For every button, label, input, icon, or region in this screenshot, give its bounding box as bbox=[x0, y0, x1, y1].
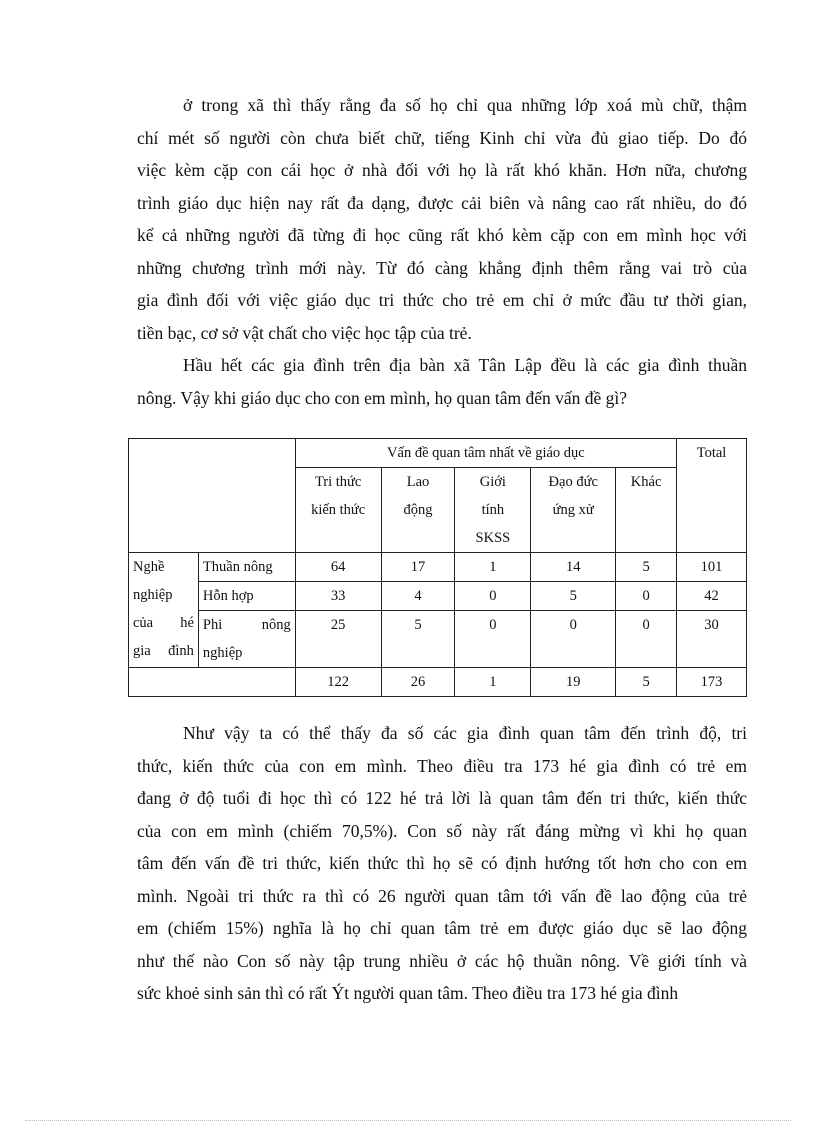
text-line: Hầu hết các gia đình trên địa bàn xã Tân Lập đều là các gia đình thuần bbox=[183, 355, 747, 375]
text-line: kể cả những người đã từng đi học cũng rất khó kèm cặp con em mình học với bbox=[137, 225, 747, 245]
text-line: trình giáo dục hiện nay rất đa dạng, được cải biên và nâng cao rất nhiều, do đó bbox=[137, 192, 747, 213]
table-cell: 4 bbox=[381, 582, 455, 611]
total-header-cell: Total bbox=[677, 439, 747, 553]
column-header-tri-thuc: Tri thức kiến thức bbox=[295, 468, 381, 553]
table-cell: 25 bbox=[295, 611, 381, 668]
table-cell: 5 bbox=[616, 668, 677, 697]
column-header-lao-dong: Lao động bbox=[381, 468, 455, 553]
column-header-khac: Khác bbox=[616, 468, 677, 553]
text-line: việc kèm cặp con cái học ở nhà đối với họ là rất khó khăn. Hơn nữa, chương bbox=[137, 160, 747, 180]
table-cell: 5 bbox=[531, 582, 616, 611]
table-cell: 0 bbox=[616, 611, 677, 668]
table-cell: 0 bbox=[455, 611, 531, 668]
table-cell: 26 bbox=[381, 668, 455, 697]
text-line: những chương trình mới này. Từ đó càng khẳng định thêm rằng vai trò của bbox=[137, 257, 747, 278]
row-label: Phi nông nghiệp bbox=[198, 611, 295, 668]
table-row bbox=[129, 611, 747, 668]
text-line: sức khoẻ sinh sản thì có rất Ýt người quan tâm. Theo điều tra 173 hé gia đình bbox=[137, 983, 679, 1003]
table-cell: 0 bbox=[616, 582, 677, 611]
table-totals-row bbox=[129, 668, 747, 697]
group-header-cell: Vấn đề quan tâm nhất về giáo dục bbox=[295, 439, 676, 468]
page-bottom-divider bbox=[25, 1120, 791, 1121]
text-line: như thế nào Con số này tập trung nhiều ở các hộ thuần nông. Về giới tính và bbox=[137, 950, 747, 971]
paragraph-3 bbox=[137, 717, 747, 1010]
column-header-gioi-tinh: Giới tính SKSS bbox=[455, 468, 531, 553]
table-cell: 5 bbox=[616, 553, 677, 582]
table-cell: 64 bbox=[295, 553, 381, 582]
table-cell: 1 bbox=[455, 553, 531, 582]
text-line: em (chiếm 15%) nghĩa là họ chỉ quan tâm trẻ em được giáo dục sẽ lao động bbox=[137, 918, 747, 938]
table-cell: 14 bbox=[531, 553, 616, 582]
table-cell: 19 bbox=[531, 668, 616, 697]
text-line: thức, kiến thức của con em mình. Theo điều tra 173 hé gia đình có trẻ em bbox=[137, 755, 747, 776]
table-row bbox=[129, 553, 747, 582]
text-line: gia đình đối với việc giáo dục tri thức cho trẻ em chỉ ở mức đầu tư thời gian, bbox=[137, 290, 747, 310]
table-cell: 101 bbox=[677, 553, 747, 582]
table-cell: 0 bbox=[455, 582, 531, 611]
table-cell: 33 bbox=[295, 582, 381, 611]
text-line: đang ở độ tuổi đi học thì có 122 hé trả lời là quan tâm đến tri thức, kiến thức bbox=[137, 788, 747, 808]
text-line: chí mét số người còn chưa biết chữ, tiếng Kinh chỉ vừa đủ giao tiếp. Do đó bbox=[137, 127, 747, 148]
table-cell: 17 bbox=[381, 553, 455, 582]
table-cell: 173 bbox=[677, 668, 747, 697]
text-line: tâm đến vấn đề tri thức, kiến thức thì họ sẽ có định hướng tốt hơn cho con em bbox=[137, 853, 747, 873]
column-header-dao-duc: Đạo đức ứng xử bbox=[531, 468, 616, 553]
paragraph-1 bbox=[137, 89, 747, 349]
table-cell: 0 bbox=[531, 611, 616, 668]
text-line: tiền bạc, cơ sở vật chất cho việc học tập của trẻ. bbox=[137, 322, 472, 343]
table-row bbox=[129, 582, 747, 611]
text-line: ở trong xã thì thấy rằng đa số họ chỉ qua những lớp xoá mù chữ, thậm bbox=[183, 95, 747, 115]
paragraph-2 bbox=[137, 349, 747, 414]
text-line: của con em mình (chiếm 70,5%). Con số này rất đáng mừng vì khi họ quan bbox=[137, 820, 747, 841]
totals-label-cell bbox=[129, 668, 296, 697]
table-header-row bbox=[129, 439, 747, 468]
row-label: Hỗn hợp bbox=[198, 582, 295, 611]
survey-table bbox=[128, 438, 747, 697]
table-cell: 122 bbox=[295, 668, 381, 697]
row-group-label: Nghề nghiệp của hé gia đình bbox=[129, 553, 199, 668]
table-cell: 30 bbox=[677, 611, 747, 668]
text-line: mình. Ngoài tri thức ra thì có 26 người quan tâm tới vấn đề lao động của trẻ bbox=[137, 885, 747, 906]
table-cell: 1 bbox=[455, 668, 531, 697]
text-line: Như vậy ta có thể thấy đa số các gia đình quan tâm đến trình độ, tri bbox=[183, 723, 747, 743]
text-line: nông. Vậy khi giáo dục cho con em mình, họ quan tâm đến vấn đề gì? bbox=[137, 387, 628, 408]
table-cell: 5 bbox=[381, 611, 455, 668]
table-corner-cell bbox=[129, 439, 296, 553]
table-cell: 42 bbox=[677, 582, 747, 611]
row-label: Thuần nông bbox=[198, 553, 295, 582]
